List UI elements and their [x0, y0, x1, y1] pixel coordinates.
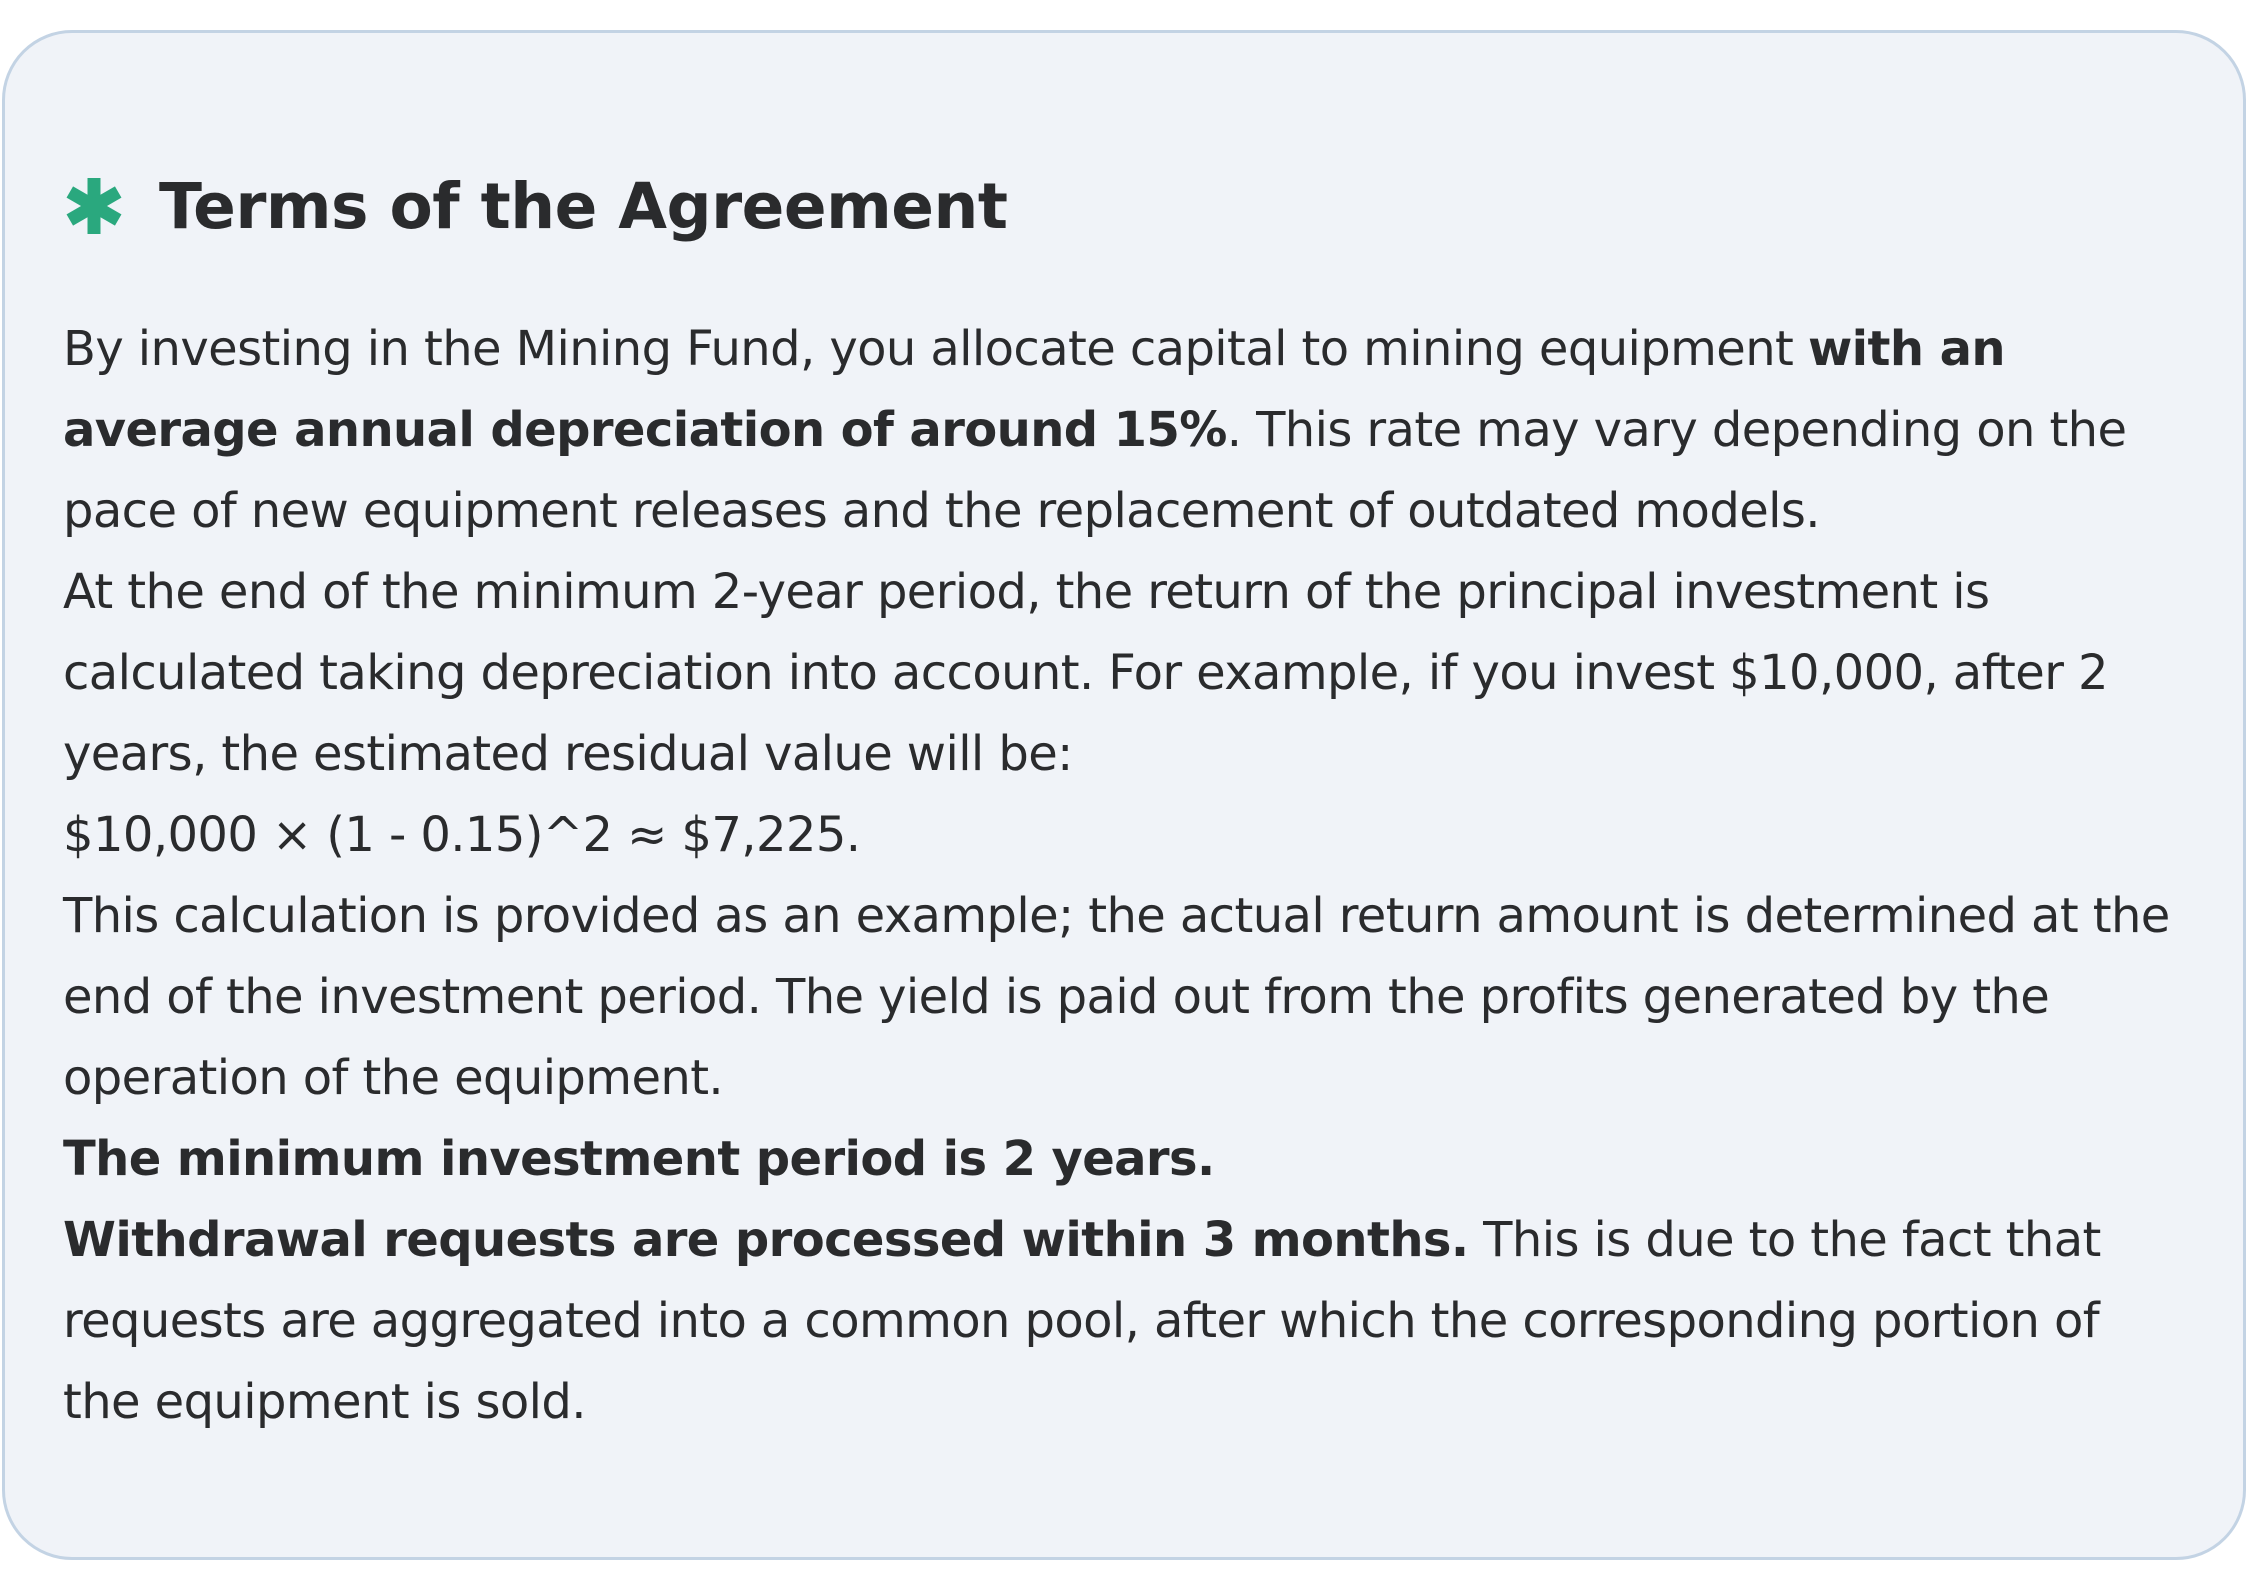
depreciation-variation-text: . This rate may vary depending on the pace of new equipment releases and the replacement of outdated models.: [63, 402, 2127, 539]
terms-card: [2, 30, 2246, 1560]
asterisk-icon: [63, 175, 125, 237]
withdrawal-explanation: This is due to the fact that requests are aggregated into a common pool, after which the corresponding portion of the equipment is sold.: [63, 1212, 2101, 1430]
withdrawal-paragraph: [63, 1200, 2185, 1443]
depreciation-paragraph: [63, 309, 2185, 552]
depreciation-text: By investing in the Mining Fund, you allocate capital to mining equipment: [63, 321, 1808, 377]
minimum-period-emphasis: The minimum investment period is 2 years.: [63, 1131, 1215, 1187]
card-heading: [63, 161, 2185, 251]
minimum-period-statement: [63, 1119, 2185, 1200]
formula-line: $10,000 × (1 - 0.15)^2 ≈ $7,225.: [63, 807, 861, 863]
withdrawal-emphasis: Withdrawal requests are processed within 3 months.: [63, 1212, 1469, 1268]
example-disclaimer-paragraph: This calculation is provided as an example; the actual return amount is determined at the end of the investment period. The yield is paid out from the profits generated by the operation of the equipment.: [63, 888, 2170, 1106]
card-title: Terms of the Agreement: [159, 169, 1008, 243]
depreciation-rate-emphasis: with an average annual depreciation of around 15%: [63, 321, 2005, 458]
terms-body: [63, 309, 2185, 1443]
return-calculation-paragraph: At the end of the minimum 2-year period, the return of the principal investment is calculated taking depreciation into account. For example, if you invest $10,000, after 2 years, the estimated residual value will be:: [63, 564, 2108, 782]
